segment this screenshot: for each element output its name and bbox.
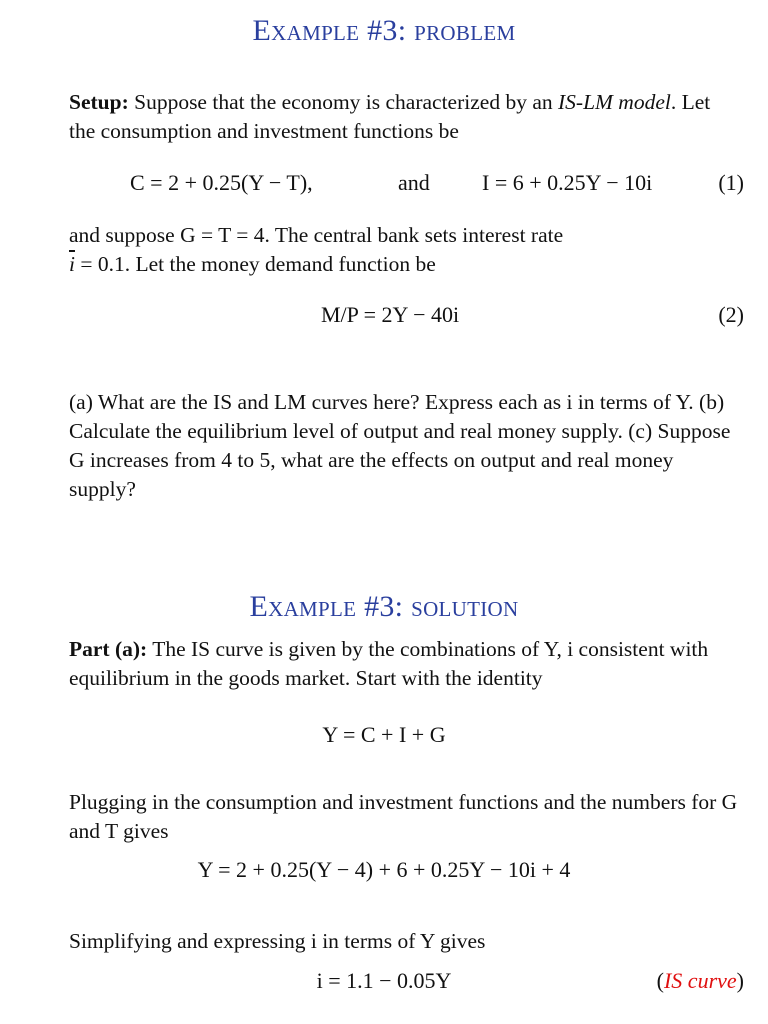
plugging-paragraph: Plugging in the consumption and investment functions and the numbers for G and T gives [69,790,738,843]
part-a-text: The IS curve is given by the combinations of Y, i consistent with equilibrium in the goods market. Start with the identity [69,637,709,690]
after-eq1-text: and suppose G = T = 4. The central bank sets interest rate [69,223,564,247]
part-a-paragraph [69,635,739,693]
equation-1-right: I = 6 + 0.25Y − 10i [482,170,653,195]
problem-title: Example #3: problem [252,14,516,47]
is-label-text: IS curve [663,968,737,993]
plugged-equation: Y = 2 + 0.25(Y − 4) + 6 + 0.25Y − 10i + 4 [197,857,571,882]
is-label-open: ( [656,968,664,993]
is-curve-equation: i = 1.1 − 0.05Y [316,968,452,993]
equation-2: M/P = 2Y − 40i [321,302,460,327]
setup-paragraph [69,88,739,146]
is-curve-label [657,968,744,994]
interest-rest: = 0.1. Let the money demand function be [80,252,436,276]
solution-title: Example #3: solution [249,590,519,623]
is-label-close: ) [736,968,744,993]
interest-symbol: $\overline{i}$ [69,252,75,276]
after-eq1-paragraph [69,221,739,279]
identity-equation: Y = C + I + G [322,722,446,747]
setup-model: IS-LM model [558,90,671,114]
questions-paragraph: (a) What are the IS and LM curves here? Express each as i in terms of Y. (b) Calculate the equilibrium level of output and real money supply. (c) Suppose G increases from 4 to 5, what are the effects on output and real money supply? [69,390,731,501]
simplify-paragraph: Simplifying and expressing i in terms of Y gives [69,929,486,953]
setup-label: Setup: [69,90,129,114]
equation-1-left: C = 2 + 0.25(Y − T), [130,170,313,195]
equation-1-number: (1) [718,170,744,195]
equation-2-number: (2) [718,302,744,327]
setup-text-1: Suppose that the economy is characterized by an [134,90,553,114]
setup-text-2: . Let the consumption and investment functions be [69,90,711,143]
equation-1-and: and [398,170,430,195]
part-a-label: Part (a): [69,637,148,661]
